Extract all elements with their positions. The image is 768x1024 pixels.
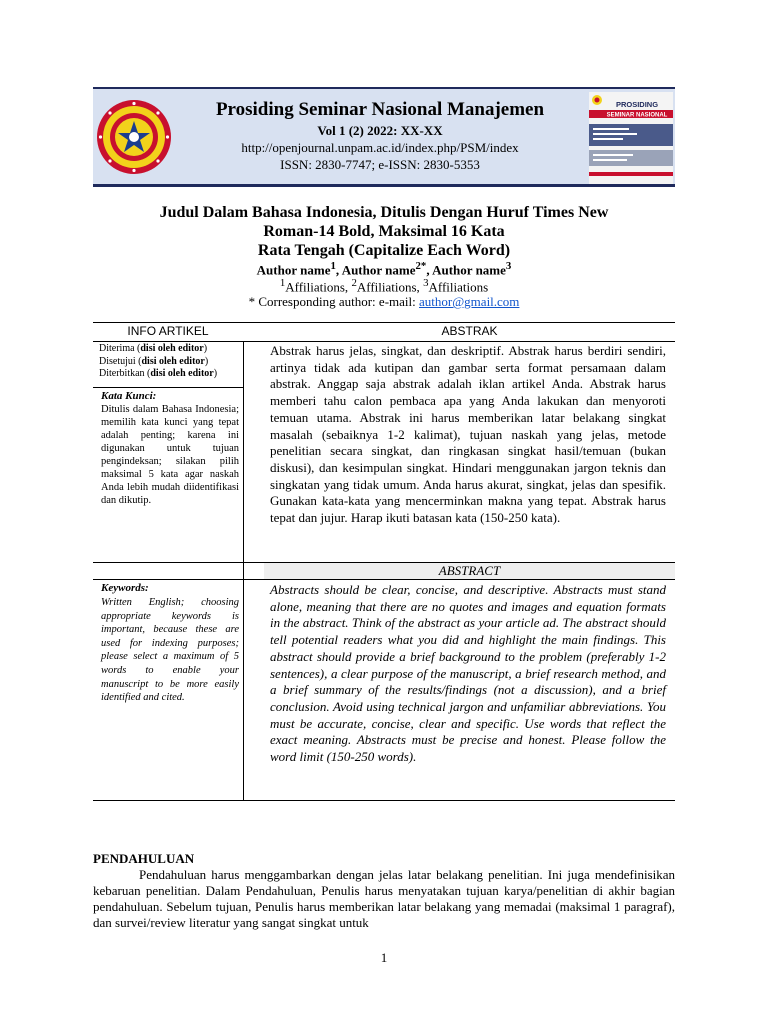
cover-title: PROSIDING [615,100,659,109]
affiliation: Affiliations, [356,279,424,295]
paper-title [93,203,675,260]
author-sup: 1 [330,260,336,272]
corresponding-author [93,294,675,310]
kata-kunci-text: Ditulis dalam Bahasa Indonesia; memilih kata kunci yang tepat adalah penting; karena ini digunakan untuk tujuan pengindeksan; silakan pilih maksimal 5 kata agar naskah Anda lebih mudah diidentifikasi dan dikutip. [101,404,239,506]
section-heading: PENDAHULUAN [93,851,195,866]
author-list [93,260,675,278]
journal-title: Prosiding Seminar Nasional Manajemen [215,99,545,120]
affiliation: Affiliations, [285,279,352,295]
header-divider [93,184,675,187]
paper-title-line: Judul Dalam Bahasa Indonesia, Ditulis Dengan Huruf Times New [159,204,609,221]
info-column-heading: INFO ARTIKEL [127,324,209,338]
table-top-rule [93,322,675,323]
paren: ) [213,368,218,379]
received-label: Diterima ( [99,343,141,354]
paper-title-line: Roman-14 Bold, Maksimal 16 Kata [263,223,505,240]
author-sup: 3 [505,260,512,272]
approved-date [99,356,217,369]
journal-issn: ISSN: 2830-7747; e-ISSN: 2830-5353 [280,157,480,172]
journal-volume: Vol 1 (2) 2022: XX-XX [317,123,443,138]
abstract-en-heading: ABSTRACT [264,563,675,579]
approved-label: Disetujui ( [99,355,142,367]
journal-url[interactable]: http://openjournal.unpam.ac.id/index.php/PSM/index [241,140,519,155]
abstrak-heading: ABSTRAK [441,324,498,338]
table-head-rule [93,341,675,342]
published-value: disi oleh editor [150,368,214,379]
author-name: Author name [256,262,331,278]
affil-sup: 2 [351,277,357,289]
intro-paragraph: Pendahuluan harus menggambarkan dengan jelas latar belakang penelitian. Ini juga mendefinisikan kebaruan penelitian. Dalam Pendahuluan, Penulis harus menyatakan tujuan karya/penelitian di akhir bagian pendahuluan. Sebelum tujuan, Penulis harus memberikan latar belakang yang memadai (maksimal 1 paragraf), dan survei/review literatur yang sangat singkat untuk [93,867,675,930]
keywords-heading: Keywords: [101,582,149,594]
author-name: Author name [432,262,506,278]
corresponding-email-link[interactable]: author@gmail.com [419,294,520,309]
cover-subtitle: SEMINAR NASIONAL [606,112,668,119]
abstrak-text: Abstrak harus jelas, singkat, dan deskriptif. Abstrak harus berdiri sendiri, artinya tidak ada kutipan dan gambar serta format persamaan dalam abstrak. Anggap saja abstrak adalah iklan artikel Anda. Abstrak harus memberi tahu calon pembaca apa yang Anda lakukan dan menyoroti temuan utama. Abstrak ini harus memberikan latar belakang singkat masalah (sebaiknya 1-2 kalimat), tujuan naskah yang jelas, metode penelitian secara singkat, dan ringkasan singkat hasil/temuan (bukan diskusi), dan kesimpulan singkat. Hindari menggunakan jargon teknis dan singkatan yang tidak umum. Anda harus akurat, singkat, jelas dan spesifik. Gunakan kata-kata yang mencerminkan makna yang tepat. Abstrak harus tepat dan jujur. Harap ikuti batasan kata (150-250 kata). [270,343,666,526]
author-separator: , [426,262,433,278]
keywords-text: Written English; choosing appropriate keywords is important, because these are used for indexing purposes; please select a maximum of 5 words to enable your manuscript to be more easily identified and cited. [101,597,239,704]
paren: ) [203,343,208,354]
university-logo-icon [96,99,172,175]
abstract-en-head-rule [93,579,675,580]
received-date [99,343,217,356]
abstract-en-text: Abstracts should be clear, concise, and descriptive. Abstracts must stand alone, meaning that there are no quotes and images and equation formats in the abstract. Think of the abstract as your article ad. The abstract should tell potential readers what you did and highlight the main findings. This abstract should provide a brief background to the problem (preferably 1-2 sentences), a clear purpose of the manuscript, a brief research method, and a brief summary of the results/findings (not a discussion), and a brief conclusion. Avoid using technical jargon and unfamiliar abbreviations. You must be accurate, concise, clear and specific. Use words that reflect the exact meaning. Abstracts must be precise and honest. Please follow the word limit (150-250 words). [270,582,666,765]
paren: ) [204,355,209,367]
affiliations [93,277,675,295]
author-separator: , [335,262,342,278]
affil-sup: 3 [423,277,429,289]
table-bottom-rule [93,800,675,801]
published-date [99,368,217,381]
paper-title-line: Rata Tengah (Capitalize Each Word) [257,242,511,259]
kata-kunci-heading: Kata Kunci: [101,390,157,402]
approved-value: disi oleh editor [141,355,205,367]
author-name: Author name [341,262,416,278]
affil-sup: 1 [279,277,286,289]
affiliation: Affiliations [428,279,489,295]
journal-cover-image [589,92,673,184]
received-value: disi oleh editor [140,343,204,354]
info-meta-rule [93,387,243,388]
info-column-rule [243,341,244,800]
cover-graphic-icon [589,92,673,184]
page-number: 1 [380,950,388,965]
published-label: Diterbitkan ( [99,368,151,379]
journal-header [93,87,675,185]
corresponding-label: * Corresponding author: e-mail: [248,294,419,309]
author-sup: 2* [415,260,427,272]
article-dates [99,343,217,381]
